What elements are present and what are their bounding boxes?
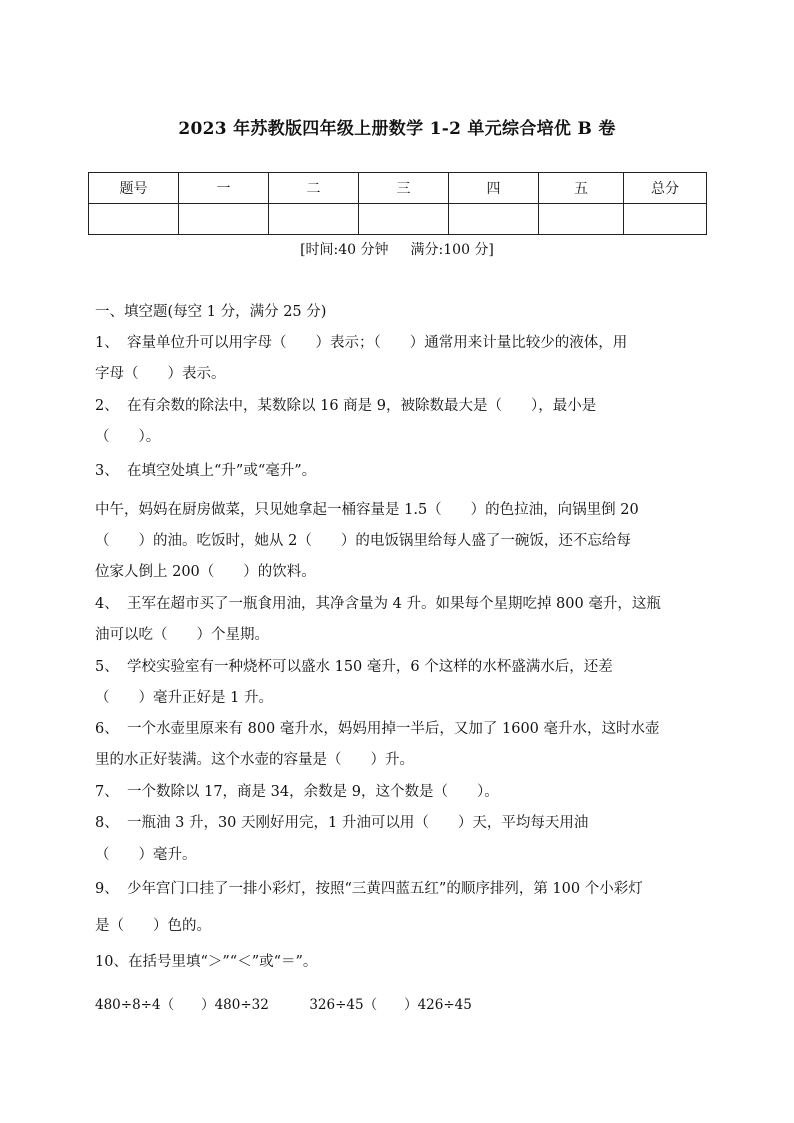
score-cell[interactable] <box>624 204 707 235</box>
header-cell: 五 <box>539 173 624 204</box>
question-number: 7、 <box>95 784 119 800</box>
question-number: 1、 <box>95 335 119 351</box>
section-heading: 一、填空题(每空 1 分，满分 25 分) <box>95 304 327 320</box>
question-line: 是（ ）色的。 <box>95 918 211 934</box>
question-line <box>95 780 499 801</box>
score-table <box>88 172 707 235</box>
question-number: 2、 <box>95 398 119 414</box>
question-text: 容量单位升可以用字母（ ）表示；（ ）通常用来计量比较少的液体，用 <box>127 335 628 351</box>
time-limit: [时间:40 分钟 <box>300 242 389 258</box>
question-line <box>95 394 596 415</box>
header-cell: 一 <box>179 173 269 204</box>
question-text: 一个水壶里原来有 800 毫升水，妈妈用掉一半后，又加了 1600 毫升水，这时水壶 <box>127 721 660 737</box>
question-number: 9、 <box>95 881 119 897</box>
question-line: （ ）。 <box>95 429 161 445</box>
question-line: （ ）毫升。 <box>95 847 197 863</box>
question-text: 学校实验室有一种烧杯可以盛水 150 毫升，6 个这样的水杯盛满水后，还差 <box>127 659 613 675</box>
question-line: （ ）的油。吃饭时，她从 2（ ）的电饭锅里给每人盛了一碗饭，还不忘给每 <box>95 533 631 549</box>
question-line: 油可以吃（ ）个星期。 <box>95 627 269 643</box>
question-number: 3、 <box>95 463 119 479</box>
header-cell: 四 <box>449 173 539 204</box>
question-line <box>95 877 643 898</box>
question-text: 王军在超市买了一瓶食用油，其净含量为 4 升。如果每个星期吃掉 800 毫升，这瓶 <box>127 596 661 612</box>
full-score: 满分:100 分] <box>410 242 494 258</box>
score-cell[interactable] <box>449 204 539 235</box>
question-text: 一瓶油 3 升，30 天刚好用完，1 升油可以用（ ）天，平均每天用油 <box>127 815 589 831</box>
question-number: 6、 <box>95 721 119 737</box>
question-line <box>95 459 316 480</box>
question-text: 一个数除以 17，商是 34，余数是 9，这个数是（ ）。 <box>127 784 499 800</box>
question-line: 中午，妈妈在厨房做菜，只见她拿起一桶容量是 1.5（ ）的色拉油，向锅里倒 20 <box>95 502 639 518</box>
question-line: 里的水正好装满。这个水壶的容量是（ ）升。 <box>95 752 414 768</box>
question-line <box>95 331 627 352</box>
header-cell: 题号 <box>89 173 179 204</box>
score-cell[interactable] <box>359 204 449 235</box>
score-cell[interactable] <box>89 204 179 235</box>
question-line: 10、在括号里填“＞”“＜”或“＝”。 <box>95 954 318 970</box>
exam-title: 2023 年苏教版四年级上册数学 1-2 单元综合培优 B 卷 <box>178 119 616 139</box>
question-line <box>95 717 660 738</box>
question-line: 位家人倒上 200（ ）的饮料。 <box>95 564 316 580</box>
question-line <box>95 655 613 676</box>
question-line <box>95 592 661 613</box>
question-number: 5、 <box>95 659 119 675</box>
question-text: 在填空处填上“升”或“毫升”。 <box>127 463 317 479</box>
question-text: 在有余数的除法中，某数除以 16 商是 9，被除数最大是（ ），最小是 <box>127 398 597 414</box>
comparison-line: 480÷8÷4（ ）480÷32 326÷45（ ）426÷45 <box>95 997 472 1013</box>
score-table-header-row <box>89 173 707 204</box>
question-line: 字母（ ）表示。 <box>95 366 226 382</box>
question-number: 4、 <box>95 596 119 612</box>
question-number: 8、 <box>95 815 119 831</box>
score-cell[interactable] <box>179 204 269 235</box>
question-line: （ ）毫升正好是 1 升。 <box>95 690 273 706</box>
time-info <box>0 239 794 259</box>
header-cell: 二 <box>269 173 359 204</box>
header-cell: 总分 <box>624 173 707 204</box>
score-table-score-row <box>89 204 707 235</box>
question-line <box>95 811 588 832</box>
score-cell[interactable] <box>539 204 624 235</box>
question-text: 少年宫门口挂了一排小彩灯，按照“三黄四蓝五红”的顺序排列，第 100 个小彩灯 <box>127 881 643 897</box>
header-cell: 三 <box>359 173 449 204</box>
score-cell[interactable] <box>269 204 359 235</box>
